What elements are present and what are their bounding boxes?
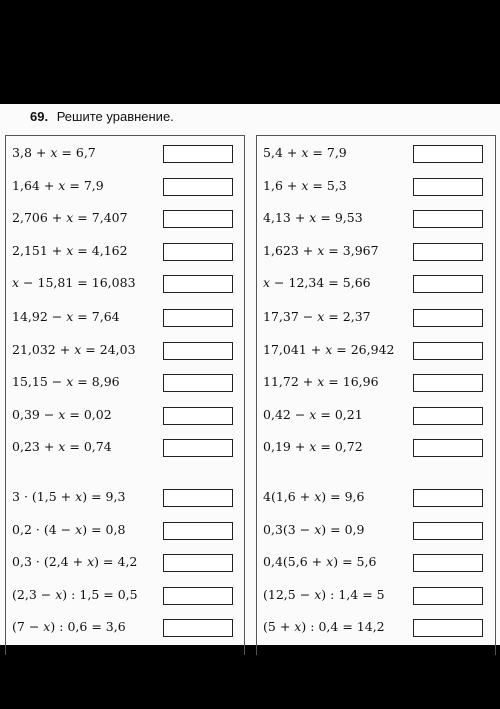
equation-text: 4(1,6 + x) = 9,6 [263,489,365,504]
equation-row [6,137,244,169]
answer-box[interactable] [413,210,483,228]
equation-row [6,481,244,513]
answer-box[interactable] [163,439,233,457]
equation-text: 1,623 + x = 3,967 [263,242,379,258]
equation-text: 0,4(5,6 + x) = 5,6 [263,554,377,569]
equation-text: (7 − x) : 0,6 = 3,6 [12,619,126,634]
equation-text: 5,4 + x = 7,9 [263,145,347,160]
equation-text: 11,72 + x = 16,96 [263,374,379,389]
answer-box[interactable] [163,210,233,228]
answer-box[interactable] [413,619,483,637]
answer-box[interactable] [163,275,233,293]
answer-box[interactable] [413,587,483,605]
equation-row [6,235,244,267]
equation-row [6,579,244,611]
answer-box[interactable] [163,489,233,507]
equation-text: x − 12,34 = 5,66 [263,275,371,290]
equation-row [257,481,495,513]
equation-text: 21,032 + x = 24,03 [12,341,136,357]
answer-box[interactable] [163,619,233,637]
equation-row [257,579,495,611]
equation-row [257,431,495,463]
answer-box[interactable] [413,554,483,572]
equation-text: 14,92 − x = 7,64 [12,309,120,324]
answer-box[interactable] [163,554,233,572]
equation-text: 2,151 + x = 4,162 [12,242,128,258]
equations-column-right [256,135,496,655]
answer-box[interactable] [163,243,233,261]
answer-box[interactable] [413,275,483,293]
equation-text: 0,3(3 − x) = 0,9 [263,521,365,537]
answer-box[interactable] [413,522,483,540]
answer-box[interactable] [163,309,233,327]
equation-row [6,267,244,299]
equation-row [257,334,495,366]
equation-row [6,546,244,578]
answer-box[interactable] [163,587,233,605]
equation-row [6,514,244,546]
equations-column-left [5,135,245,655]
answer-box[interactable] [413,145,483,163]
answer-box[interactable] [163,178,233,196]
equation-text: 17,37 − x = 2,37 [263,309,371,324]
equation-text: 2,706 + x = 7,407 [12,210,128,225]
exercise-heading [30,109,174,124]
equation-text: 0,3 · (2,4 + x) = 4,2 [12,554,138,569]
answer-box[interactable] [413,439,483,457]
equation-row [257,301,495,333]
exercise-instruction: Решите уравнение. [56,109,174,124]
equation-text: 1,64 + x = 7,9 [12,177,104,193]
equation-row [257,366,495,398]
equation-row [257,514,495,546]
equation-row [257,267,495,299]
answer-box[interactable] [413,342,483,360]
answer-box[interactable] [413,374,483,392]
equation-text: x − 15,81 = 16,083 [12,275,136,290]
worksheet-page [0,104,500,645]
equation-row [257,202,495,234]
equation-text: (12,5 − x) : 1,4 = 5 [263,586,385,602]
equation-row [6,399,244,431]
equation-row [6,301,244,333]
equation-row [257,611,495,643]
equation-row [6,366,244,398]
equation-text: 0,2 · (4 − x) = 0,8 [12,521,126,537]
equation-row [6,202,244,234]
equation-row [257,546,495,578]
equation-text: 0,42 − x = 0,21 [263,406,363,422]
equation-text: 1,6 + x = 5,3 [263,177,347,193]
answer-box[interactable] [413,489,483,507]
equation-text: 15,15 − x = 8,96 [12,374,120,389]
answer-box[interactable] [163,342,233,360]
equation-row [257,235,495,267]
answer-box[interactable] [413,243,483,261]
equation-text: (2,3 − x) : 1,5 = 0,5 [12,586,138,602]
answer-box[interactable] [413,178,483,196]
equation-text: 17,041 + x = 26,942 [263,341,395,357]
equation-text: 0,23 + x = 0,74 [12,439,112,454]
equation-text: 0,39 − x = 0,02 [12,406,112,422]
answer-box[interactable] [413,309,483,327]
equation-text: 0,19 + x = 0,72 [263,439,363,454]
equation-row [6,611,244,643]
equation-row [257,399,495,431]
equation-text: 3 · (1,5 + x) = 9,3 [12,489,126,504]
answer-box[interactable] [163,145,233,163]
answer-box[interactable] [163,522,233,540]
equation-text: 3,8 + x = 6,7 [12,145,96,160]
equation-row [6,170,244,202]
equation-row [6,431,244,463]
equation-text: 4,13 + x = 9,53 [263,210,363,225]
answer-box[interactable] [163,407,233,425]
exercise-number: 69. [30,109,49,124]
equation-row [6,334,244,366]
equation-text: (5 + x) : 0,4 = 14,2 [263,619,385,634]
equation-row [257,170,495,202]
answer-box[interactable] [413,407,483,425]
equation-row [257,137,495,169]
answer-box[interactable] [163,374,233,392]
